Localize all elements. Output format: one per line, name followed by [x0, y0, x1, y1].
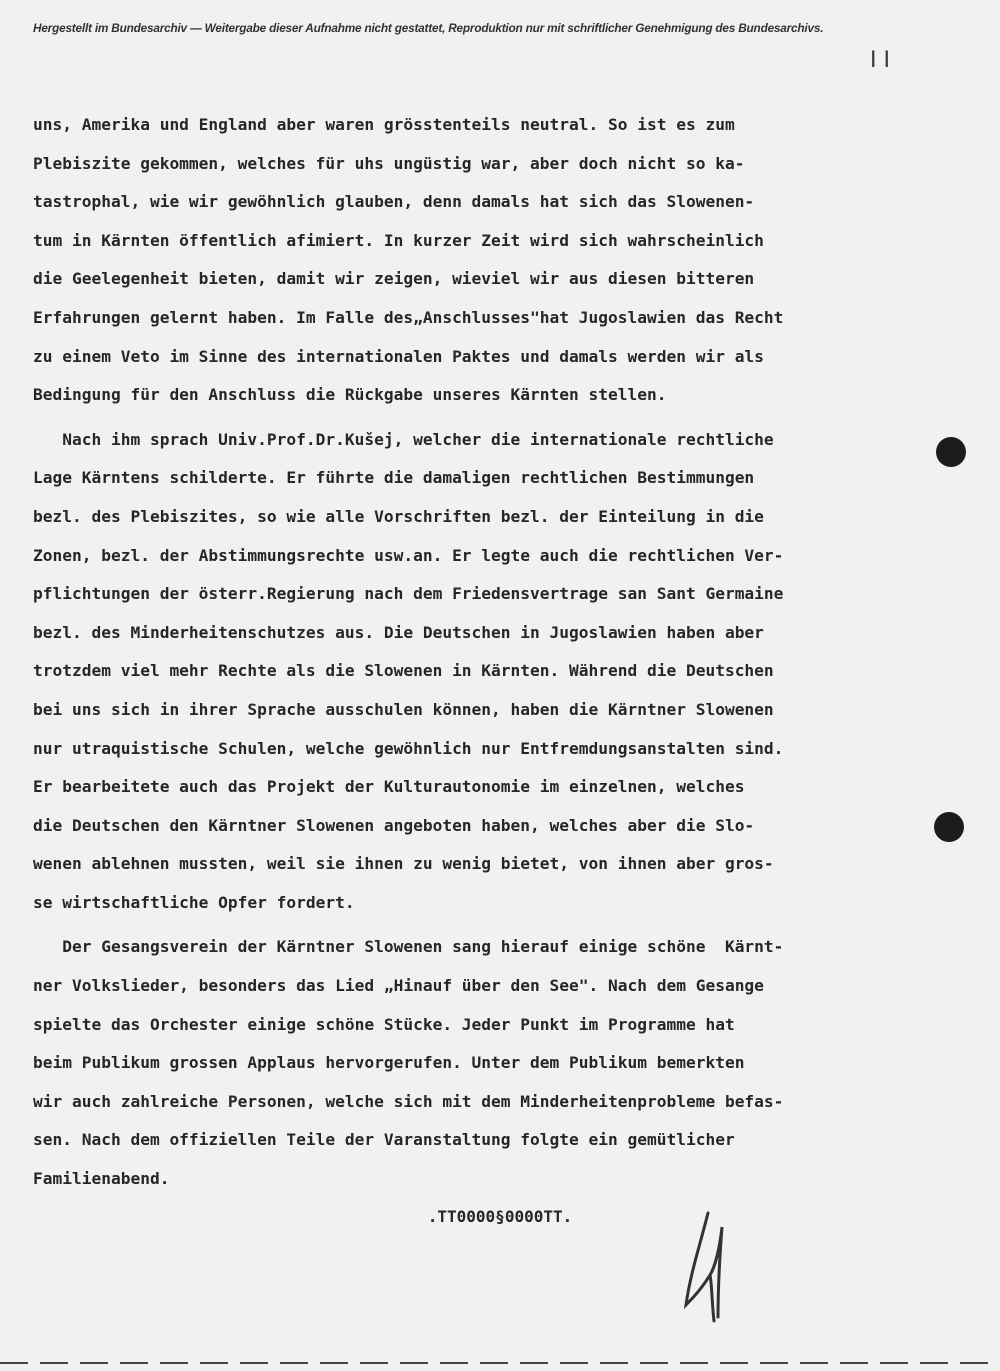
archive-notice: Hergestellt im Bundesarchiv — Weitergabe dieser Aufnahme nicht gestattet, Reproduktion nur mit schriftlicher Genehmigung des Bundesarchivs.	[33, 21, 824, 35]
closing-mark: .TT0000§0000TT.	[427, 1207, 573, 1226]
text-line: bei uns sich in ihrer Sprache ausschulen können, haben die Kärntner Slowenen	[33, 699, 774, 719]
punch-hole	[934, 812, 964, 842]
text-line: zu einem Veto im Sinne des internationalen Paktes und damals werden wir als	[33, 346, 764, 366]
text-line: uns, Amerika und England aber waren grösstenteils neutral. So ist es zum	[33, 115, 735, 134]
text-line: Erfahrungen gelernt haben. Im Falle des„Anschlusses"hat Jugoslawien das Recht	[33, 307, 784, 327]
text-line: Bedingung für den Anschluss die Rückgabe unseres Kärnten stellen.	[33, 385, 667, 405]
text-line: bezl. des Minderheitenschutzes aus. Die Deutschen in Jugoslawien haben aber	[33, 622, 764, 642]
text-line: nur utraquistische Schulen, welche gewöhnlich nur Entfremdungsanstalten sind.	[33, 738, 784, 758]
archive-mark: I I	[870, 48, 890, 73]
text-line: Lage Kärntens schilderte. Er führte die damaligen rechtlichen Bestimmungen	[33, 468, 755, 488]
text-line: beim Publikum grossen Applaus hervorgerufen. Unter dem Publikum bemerkten	[33, 1053, 745, 1073]
paragraph-1	[33, 106, 983, 415]
document-body	[33, 106, 983, 1199]
text-line: sen. Nach dem offiziellen Teile der Varanstaltung folgte ein gemütlicher	[33, 1130, 735, 1150]
text-line: Nach ihm sprach Univ.Prof.Dr.Kušej, welcher die internationale rechtliche	[33, 429, 774, 449]
text-line: wenen ablehnen mussten, weil sie ihnen zu wenig bietet, von ihnen aber gros-	[33, 854, 774, 874]
text-line: tastrophal, wie wir gewöhnlich glauben, denn damals hat sich das Slowenen-	[33, 192, 755, 212]
text-line: se wirtschaftliche Opfer fordert.	[33, 892, 355, 912]
text-line: trotzdem viel mehr Rechte als die Slowenen in Kärnten. Während die Deutschen	[33, 661, 774, 681]
text-line: ner Volkslieder, besonders das Lied „Hinauf über den See". Nach dem Gesange	[33, 976, 764, 996]
text-line: spielte das Orchester einige schöne Stücke. Jeder Punkt im Programme hat	[33, 1014, 735, 1034]
text-line: die Deutschen den Kärntner Slowenen angeboten haben, welches aber die Slo-	[33, 815, 755, 835]
text-line: Plebiszite gekommen, welches für uhs ungüstig war, aber doch nicht so ka-	[33, 153, 745, 173]
paragraph-2	[33, 421, 983, 923]
text-line: Zonen, bezl. der Abstimmungsrechte usw.an. Er legte auch die rechtlichen Ver-	[33, 545, 784, 565]
text-line: wir auch zahlreiche Personen, welche sich mit dem Minderheitenprobleme befas-	[33, 1091, 784, 1111]
text-line: die Geelegenheit bieten, damit wir zeigen, wieviel wir aus diesen bitteren	[33, 269, 755, 289]
handwritten-page-number-icon	[676, 1205, 736, 1325]
text-line: Er bearbeitete auch das Projekt der Kulturautonomie im einzelnen, welches	[33, 777, 745, 797]
text-line: Der Gesangsverein der Kärntner Slowenen sang hierauf einige schöne Kärnt-	[33, 937, 784, 957]
page-edge-rule	[0, 1362, 1000, 1364]
text-line: bezl. des Plebiszites, so wie alle Vorschriften bezl. der Einteilung in die	[33, 506, 764, 526]
paragraph-3	[33, 928, 983, 1198]
text-line: tum in Kärnten öffentlich afimiert. In kurzer Zeit wird sich wahrscheinlich	[33, 230, 764, 250]
text-line: Familienabend.	[33, 1169, 170, 1189]
text-line: pflichtungen der österr.Regierung nach dem Friedensvertrage san Sant Germaine	[33, 584, 784, 604]
punch-hole	[936, 437, 966, 467]
